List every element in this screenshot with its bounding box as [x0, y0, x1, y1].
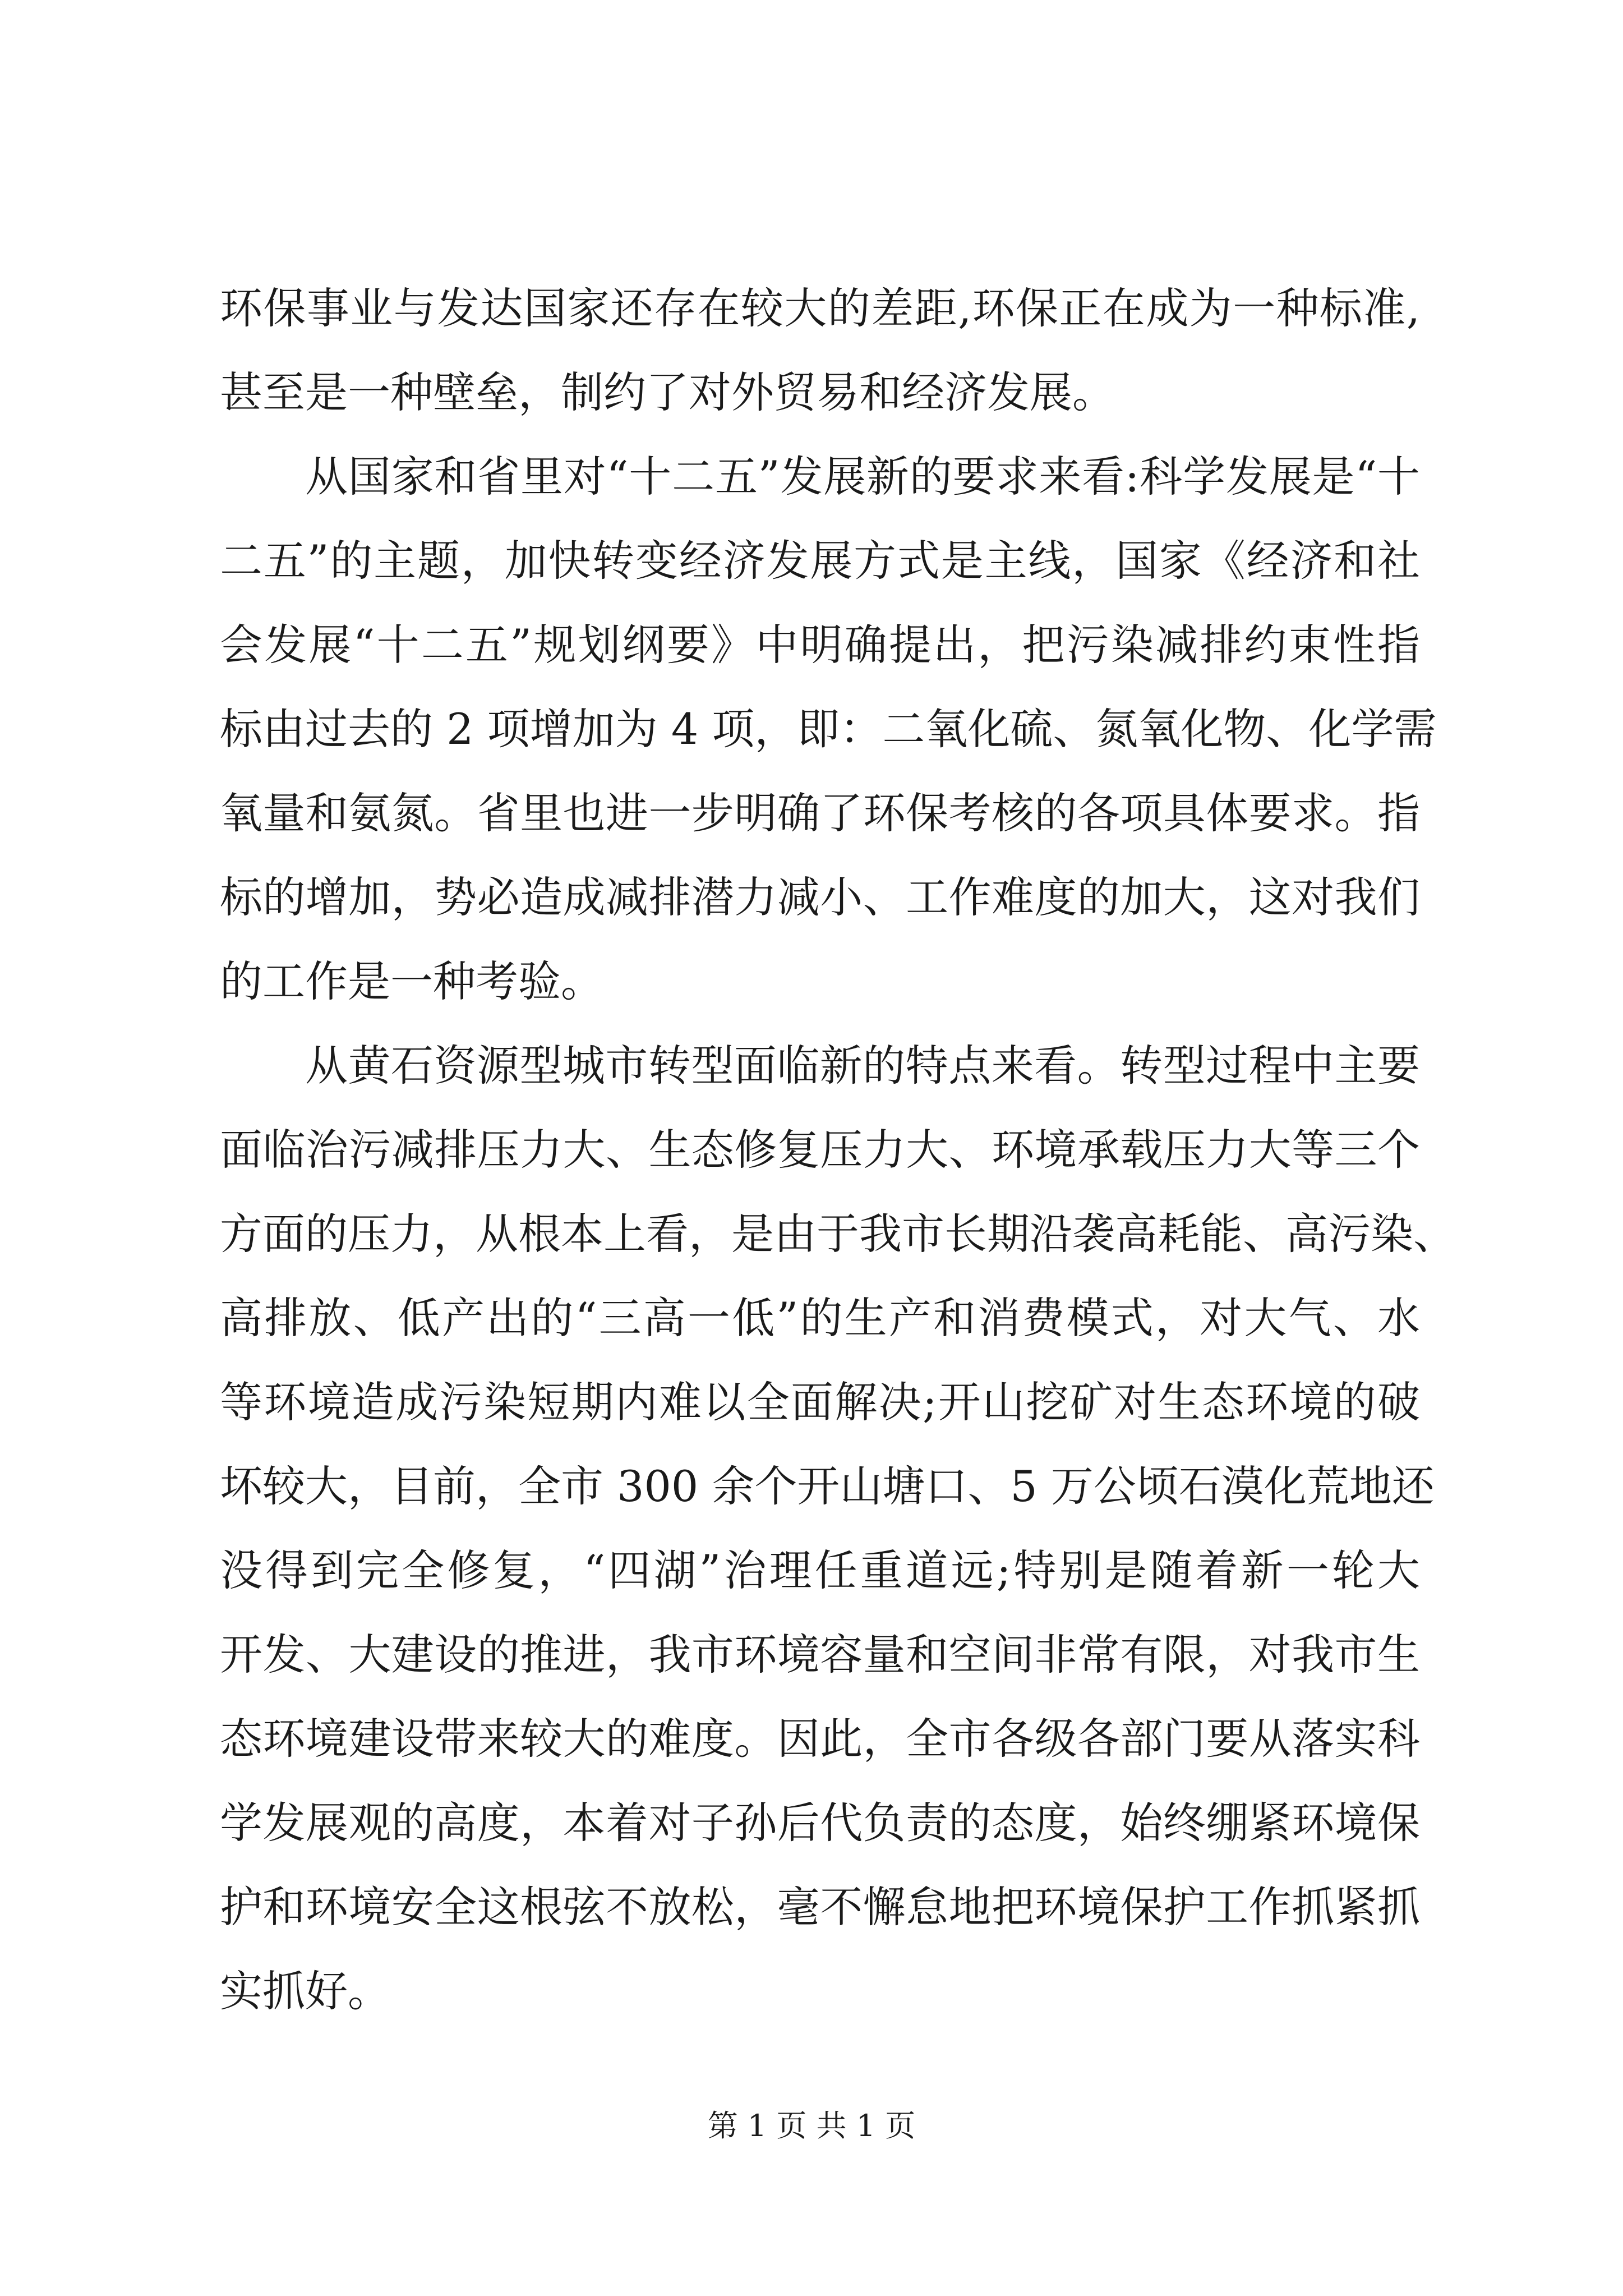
- text-line: 开发、大建设的推进，我市环境容量和空间非常有限，对我市生: [220, 1630, 1420, 1680]
- text-line: 护和环境安全这根弦不放松，毫不懈怠地把环境保护工作抓紧抓: [220, 1882, 1420, 1932]
- text-line: 氧量和氨氮。省里也进一步明确了环保考核的各项具体要求。指: [220, 788, 1420, 838]
- text-line: 的工作是一种考验。: [220, 956, 603, 1006]
- text-line: 二五”的主题，加快转变经济发展方式是主线，国家《经济和社: [220, 536, 1420, 586]
- text-line: 面临治污减排压力大、生态修复压力大、环境承载压力大等三个: [220, 1125, 1420, 1175]
- paragraph-first-line: 从黄石资源型城市转型面临新的特点来看。转型过程中主要: [305, 1041, 1420, 1091]
- text-line: 等环境造成污染短期内难以全面解决;开山挖矿对生态环境的破: [220, 1377, 1420, 1427]
- text-line: 标的增加，势必造成减排潜力减小、工作难度的加大，这对我们: [220, 872, 1420, 922]
- text-line: 会发展“十二五”规划纲要》中明确提出，把污染减排约束性指: [220, 620, 1420, 670]
- page-footer: 第 1 页 共 1 页: [707, 2108, 916, 2143]
- text-line: 环保事业与发达国家还存在较大的差距,环保正在成为一种标准,: [220, 283, 1420, 333]
- text-line: 甚至是一种壁垒，制约了对外贸易和经济发展。: [220, 367, 1115, 417]
- text-line: 高排放、低产出的“三高一低”的生产和消费模式，对大气、水: [220, 1293, 1420, 1343]
- text-line: 坏较大，目前，全市 300 余个开山塘口、5 万公顷石漠化荒地还: [220, 1461, 1435, 1511]
- text-line: 方面的压力，从根本上看，是由于我市长期沿袭高耗能、高污染、: [220, 1209, 1456, 1259]
- paragraph-first-line: 从国家和省里对“十二五”发展新的要求来看:科学发展是“十: [305, 452, 1420, 501]
- text-line: 没得到完全修复，“四湖”治理任重道远;特别是随着新一轮大: [220, 1545, 1420, 1595]
- text-line: 学发展观的高度，本着对子孙后代负责的态度，始终绷紧环境保: [220, 1798, 1420, 1848]
- text-line: 态环境建设带来较大的难度。因此，全市各级各部门要从落实科: [220, 1714, 1420, 1764]
- text-line: 实抓好。: [220, 1966, 390, 2016]
- text-line: 标由过去的 2 项增加为 4 项，即：二氧化硫、氮氧化物、化学需: [220, 704, 1437, 754]
